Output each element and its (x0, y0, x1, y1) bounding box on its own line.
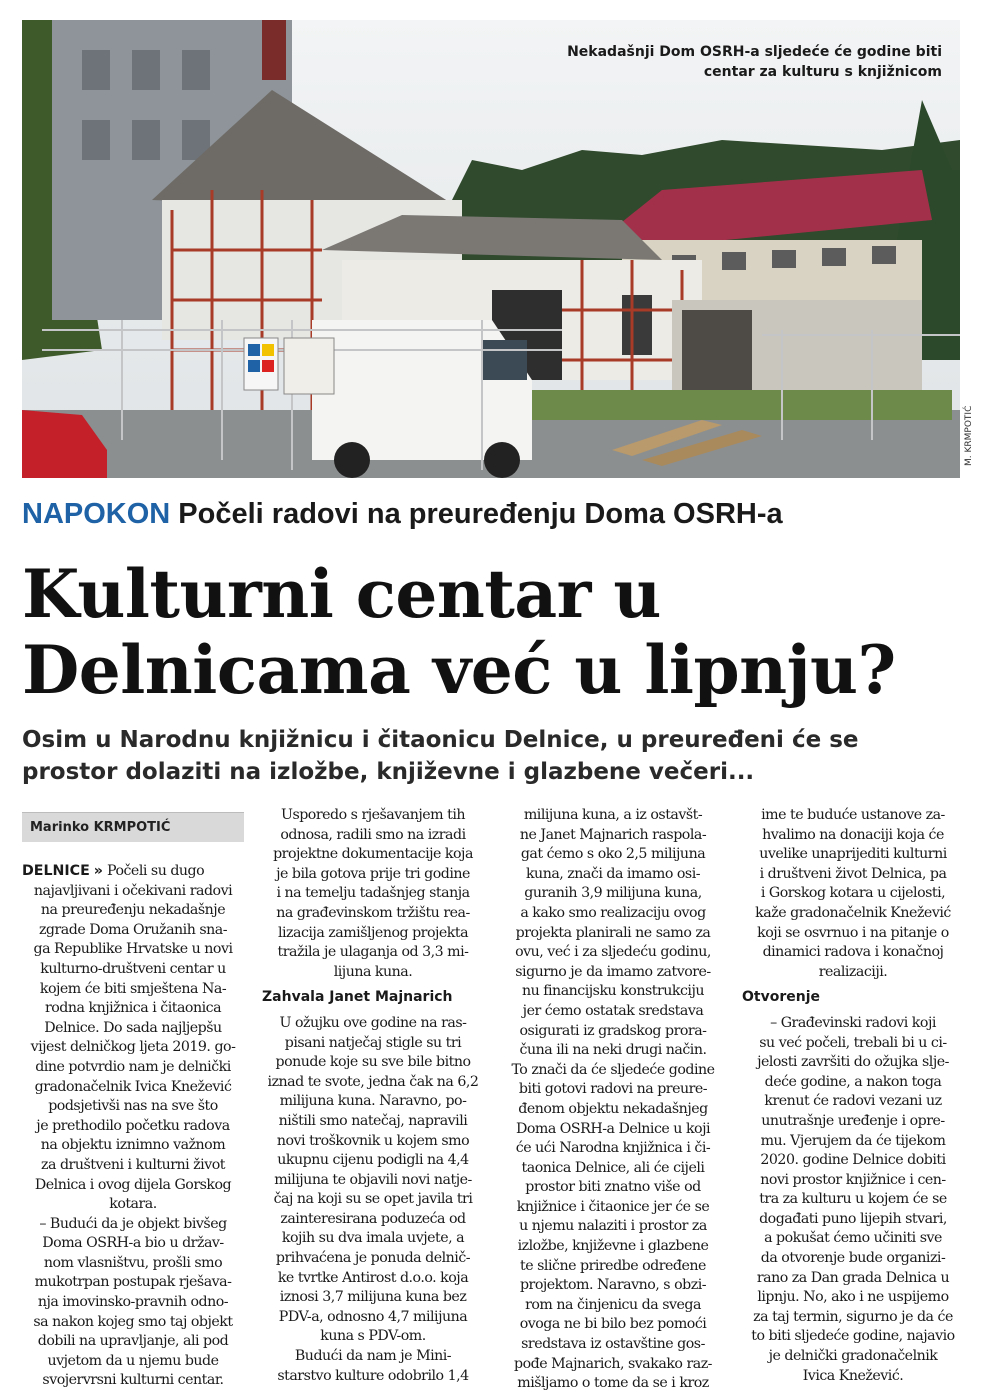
body-line: tražila je ulaganja od 3,3 mi- (277, 944, 469, 961)
body-line: na građevinskom tržištu rea- (276, 904, 470, 921)
body-line: sredstava iz ostavštine gos- (521, 1336, 705, 1353)
body-line: milijuna te objavili novi natje- (274, 1171, 472, 1188)
body-line: iznosi 3,7 milijuna kuna bez (279, 1289, 467, 1306)
body-line: a pokušat ćemo učiniti sve (764, 1230, 942, 1247)
kicker-text: Počeli radovi na preuređenju Doma OSRH-a (178, 498, 783, 530)
body-line: ke tvrtke Antirost d.o.o. koja (277, 1269, 469, 1286)
column-3 (502, 806, 724, 1394)
body-line: tra za kulturu u kojem će se (759, 1191, 947, 1208)
dateline: DELNICE (22, 863, 90, 879)
deck-line: prostor dolaziti na izložbe, književne i glazbene večeri... (22, 759, 755, 785)
body-line: ovu, već i za sljedeću godinu, (515, 944, 711, 961)
photo-credit: M. KRMPOTIĆ (964, 405, 974, 466)
article-photo (22, 20, 960, 478)
body-line: zgrade Doma Oružanih sna- (38, 921, 228, 938)
body-line: i na temelju tadašnjeg stanja (276, 885, 470, 902)
column-4 (742, 806, 964, 1386)
body-line: sigurno je da imamo zatvore- (515, 963, 711, 980)
body-line: To znači da će sljedeće godine (511, 1061, 715, 1078)
body-line: mišljamo o tome da se i kroz (517, 1375, 709, 1392)
column-3-lines (502, 806, 724, 1394)
headline-line: Kulturni centar u (22, 555, 661, 633)
column-2-lines-a (262, 806, 484, 982)
body-line: ga Republike Hrvatske u novi (33, 941, 233, 958)
body-line: su već počeli, trebali bi u ci- (759, 1034, 947, 1051)
body-line: Usporedo s rješavanjem tih (280, 807, 466, 823)
body-line: biti gotovi radovi na preure- (518, 1081, 708, 1098)
body-line: je prethodilo početku radova (36, 1117, 230, 1134)
body-line: lizacija zamišljenog projekta (277, 924, 469, 941)
body-line: 2020. godine Delnice dobiti (760, 1152, 946, 1169)
photo-caption-line: centar za kulturu s knjižnicom (703, 64, 942, 80)
photo-caption (522, 42, 942, 82)
body-line: čuna ili na neki drugi način. (519, 1042, 707, 1059)
body-line: kuna, znači da imamo osi- (525, 865, 701, 882)
body-line: čaj na koji su se opet javila tri (273, 1191, 473, 1208)
body-line: ponude koje su sve bile bitno (275, 1054, 471, 1071)
body-line: PDV-a, odnosno 4,7 milijuna (278, 1308, 468, 1325)
body-line: te slične priredbe određene (520, 1257, 706, 1274)
body-line: ne Janet Majnarich raspola- (519, 826, 707, 843)
body-line: pisani natječaj stigle su tri (284, 1034, 462, 1051)
body-line: i Gorskog kotara u cijelosti, (760, 885, 946, 902)
byline: Marinko KRMPOTIĆ (22, 812, 244, 842)
body-line: novi troškovnik u kojem smo (276, 1132, 470, 1149)
body-line: jelosti završiti do ožujka slje- (757, 1054, 949, 1071)
body-line: Ivica Knežević. (802, 1367, 904, 1384)
body-line: realizaciji. (818, 963, 888, 980)
body-line: ime te buduće ustanove za- (761, 807, 945, 823)
body-line: je bila gotova prije tri godine (276, 865, 470, 882)
body-line: guranih 3,9 milijuna kuna, (524, 885, 702, 902)
body-line: odnosa, radili smo na izradi (280, 826, 466, 843)
body-line: kaže gradonačelnik Knežević (755, 904, 951, 921)
body-line: uvjetom da u njemu bude (47, 1352, 219, 1369)
body-line: a kako smo realizaciju ovog (520, 904, 706, 921)
body-line: Delnica i ovog dijela Gorskog (34, 1176, 232, 1193)
body-line: događati puno lijepih stvari, (759, 1210, 947, 1227)
body-line: mukotrpan postupak rješava- (34, 1274, 232, 1291)
body-line: osigurati iz gradskog prora- (519, 1022, 707, 1039)
body-line: prihvaćena je ponuda delnič- (275, 1250, 471, 1267)
body-line: dobili na upravljanje, ali pod (37, 1333, 229, 1350)
body-line: sa nakon kojeg smo taj objekt (33, 1313, 233, 1330)
subhead-otvorenje: Otvorenje (742, 989, 820, 1006)
column-1-lines (22, 882, 244, 1391)
column-1 (22, 806, 244, 1391)
body-line: podsjetivši nas na sve što (48, 1098, 218, 1115)
body-line: uvelike unaprijediti kulturni (759, 846, 947, 863)
body-line-text: Počeli su dugo (106, 863, 205, 879)
body-line: kulturno-društveni centar u (40, 960, 226, 977)
body-line: lipnju. No, ako i ne uspijemo (757, 1289, 949, 1306)
body-line: starstvo kulture odobrilo 1,4 (277, 1367, 469, 1384)
body-line: u njemu nalaziti i prostor za (519, 1218, 707, 1235)
column-2 (262, 806, 484, 1386)
body-line: unutrašnje uređenje i opre- (761, 1112, 945, 1129)
kicker (22, 496, 962, 532)
body-line: U ožujku ove godine na ras- (279, 1014, 467, 1031)
body-line: je delnički gradonačelnik (768, 1348, 938, 1365)
body-line: deće godine, a nakon toga (764, 1073, 942, 1090)
body-line: dinamici radova i konačnoj (762, 944, 944, 961)
column-4-lines-a (742, 806, 964, 982)
body-line: izložbe, književne i glazbene (517, 1238, 709, 1255)
body-line: Budući da nam je Mini- (294, 1348, 452, 1365)
body-line: krenut će radovi vezani uz (764, 1093, 942, 1110)
body-line: kojem će biti smještena Na- (39, 980, 227, 997)
deck (22, 724, 967, 788)
headline-line: Delnicama već u lipnju? (22, 631, 896, 709)
body-line: najavljivani i očekivani radovi (33, 882, 233, 899)
body-line: gat ćemo s oko 2,5 milijuna (520, 846, 706, 863)
body-line: jer ćemo ostatak sredstava (522, 1002, 704, 1019)
body-line: nom vlasništvu, prošli smo (43, 1254, 223, 1271)
body-line: to biti sljedeće godine, najavio (751, 1328, 955, 1345)
body-line: novi prostor knjižnice i cen- (760, 1171, 946, 1188)
body-line: Doma OSRH-a Delnice u koji (515, 1120, 711, 1137)
body-line: taonica Delnice, ali će cijeli (521, 1159, 705, 1176)
column-4-lines-b (742, 1014, 964, 1386)
headline (22, 556, 967, 708)
body-line: za društveni i kulturni život (41, 1156, 225, 1173)
column-2-lines-b (262, 1014, 484, 1386)
body-line: svojervrsni kulturni centar. (42, 1372, 224, 1389)
body-line (22, 862, 244, 882)
body-line: rano za Dan grada Delnica u (756, 1269, 950, 1286)
body-line: hvalimo na donaciji koja će (762, 826, 944, 843)
body-line: koji se osvrnuo i na pitanje o (757, 924, 949, 941)
body-line: ovoga ne bi bilo bez pomoći (519, 1316, 707, 1333)
body-line: đenom objektu nekadašnjeg (518, 1100, 708, 1117)
body-line: lijuna kuna. (333, 963, 413, 980)
body-line: nja imovinsko-pravnih odno- (37, 1294, 229, 1311)
body-line: projektom. Naravno, s obzi- (519, 1277, 707, 1294)
body-line: rodna knjižnica i čitaonica (44, 1000, 222, 1017)
body-line: kojih su dva imala uvjete, a (281, 1230, 465, 1247)
body-line: rom na činjenicu da svega (525, 1296, 701, 1313)
body-line: – Budući da je objekt bivšeg (39, 1215, 227, 1232)
body-line: projektne dokumentacije koja (273, 846, 473, 863)
body-line: pođe Majnarich, svakako raz- (514, 1355, 712, 1372)
kicker-tag: NAPOKON (22, 498, 171, 530)
body-line: – Građevinski radovi koji (770, 1014, 936, 1031)
body-line: dine potvrdio nam je delnički (35, 1058, 231, 1075)
body-line: kuna s PDV-om. (320, 1328, 426, 1345)
body-line: za taj termin, sigurno je da će (753, 1308, 953, 1325)
body-line: mu. Vjerujem da će tijekom (760, 1132, 946, 1149)
body-line: prostor biti znatno više od (525, 1179, 701, 1196)
body-line: milijuna kuna. Naravno, po- (279, 1093, 467, 1110)
body-line: knjižnice i čitaonice jer će se (516, 1198, 710, 1215)
body-line: gradonačelnik Ivica Knežević (34, 1078, 232, 1095)
body-line: na preuređenju nekadašnje (40, 902, 226, 919)
subhead-zahvala: Zahvala Janet Majnarich (262, 989, 453, 1006)
body-line: nu financijsku konstrukciju (521, 983, 704, 1000)
body-line: će ući Narodna knjižnica i či- (515, 1140, 711, 1157)
body-line: i društveni život Delnica, pa (759, 865, 947, 882)
body-line: na objektu iznimno važnom (40, 1137, 226, 1154)
body-line: kotara. (109, 1196, 157, 1213)
body-line: milijuna kuna, a iz ostavšt- (523, 807, 703, 823)
body-line: vijest delničkog ljeta 2019. go- (30, 1039, 236, 1056)
body-line: projekta planirali ne samo za (515, 924, 711, 941)
photo-illustration (22, 20, 960, 478)
body-line: da otvorenje bude organizi- (760, 1250, 946, 1267)
body-line: ukupnu cijenu podigli na 4,4 (277, 1152, 469, 1169)
body-line: zainteresirana poduzeća od (280, 1210, 466, 1227)
body-line: Doma OSRH-a bio u držav- (42, 1235, 224, 1252)
dateline-arrow-icon: » (93, 863, 103, 879)
body-line: iznad te svote, jedna čak na 6,2 (267, 1073, 479, 1090)
deck-line: Osim u Narodnu knjižnicu i čitaonicu Delnice, u preuređeni će se (22, 727, 859, 753)
photo-caption-line: Nekadašnji Dom OSRH-a sljedeće će godine biti (567, 44, 942, 60)
body-line: ništili smo natečaj, napravili (278, 1112, 468, 1129)
body-line: Delnice. Do sada najljepšu (44, 1019, 222, 1036)
